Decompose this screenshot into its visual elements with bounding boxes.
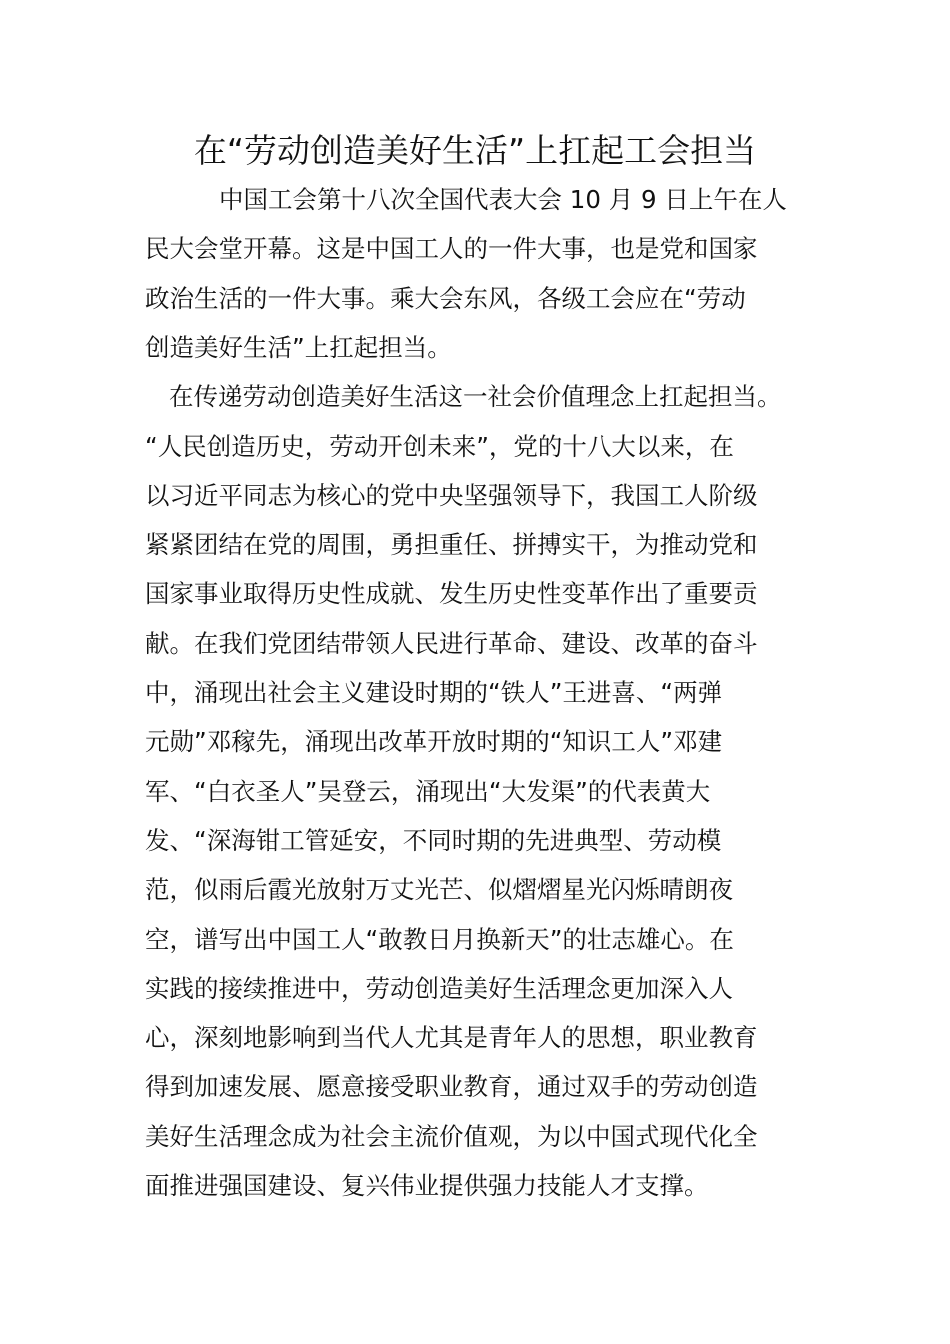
paragraph-line: 创造美好生活”上扛起担当。 bbox=[145, 332, 452, 362]
document-title: 在“劳动创造美好生活”上扛起工会担当 bbox=[193, 131, 757, 170]
paragraph-line: 美好生活理念成为社会主流价值观，为以中国式现代化全 bbox=[145, 1121, 758, 1151]
paragraph-line: 范，似雨后霞光放射万丈光芒、似熠熠星光闪烁晴朗夜 bbox=[145, 875, 733, 905]
paragraph-line: 发、“深海钳工管延安，不同时期的先进典型、劳动模 bbox=[145, 825, 722, 855]
paragraph-line: 紧紧团结在党的周围，勇担重任、拼搏实干，为推动党和 bbox=[145, 530, 758, 560]
paragraph-line: 空，谱写出中国工人“敢教日月换新天”的壮志雄心。在 bbox=[145, 924, 734, 954]
paragraph-line: 政治生活的一件大事。乘大会东风，各级工会应在“劳动 bbox=[145, 283, 746, 313]
paragraph-line: 军、“白衣圣人”吴登云，涌现出“大发渠”的代表黄大 bbox=[145, 776, 711, 806]
paragraph-line: 中国工会第十八次全国代表大会 10 月 9 日上午在人 bbox=[219, 185, 787, 214]
paragraph-line: 中，涌现出社会主义建设时期的“铁人”王进喜、“两弹 bbox=[145, 678, 723, 707]
paragraph-line: 在传递劳动创造美好生活这一社会价值理念上扛起担当。 bbox=[169, 382, 782, 412]
paragraph-line: 面推进强国建设、复兴伟业提供强力技能人才支撑。 bbox=[145, 1171, 709, 1200]
paragraph-line: 以习近平同志为核心的党中央坚强领导下，我国工人阶级 bbox=[145, 480, 758, 510]
paragraph-line: 心，深刻地影响到当代人尤其是青年人的思想，职业教育 bbox=[145, 1023, 758, 1053]
paragraph-line: 元勋”邓稼先，涌现出改革开放时期的“知识工人”邓建 bbox=[145, 727, 723, 757]
paragraph-line: 民大会堂开幕。这是中国工人的一件大事，也是党和国家 bbox=[145, 234, 758, 264]
paragraph-line: 得到加速发展、愿意接受职业教育，通过双手的劳动创造 bbox=[145, 1072, 758, 1102]
paragraph-line: 国家事业取得历史性成就、发生历史性变革作出了重要贡 bbox=[145, 579, 758, 609]
paragraph-line: 献。在我们党团结带领人民进行革命、建设、改革的奋斗 bbox=[145, 628, 758, 658]
paragraph-line: “人民创造历史，劳动开创未来”，党的十八大以来，在 bbox=[145, 431, 734, 461]
paragraph-line: 实践的接续推进中，劳动创造美好生活理念更加深入人 bbox=[145, 973, 733, 1003]
